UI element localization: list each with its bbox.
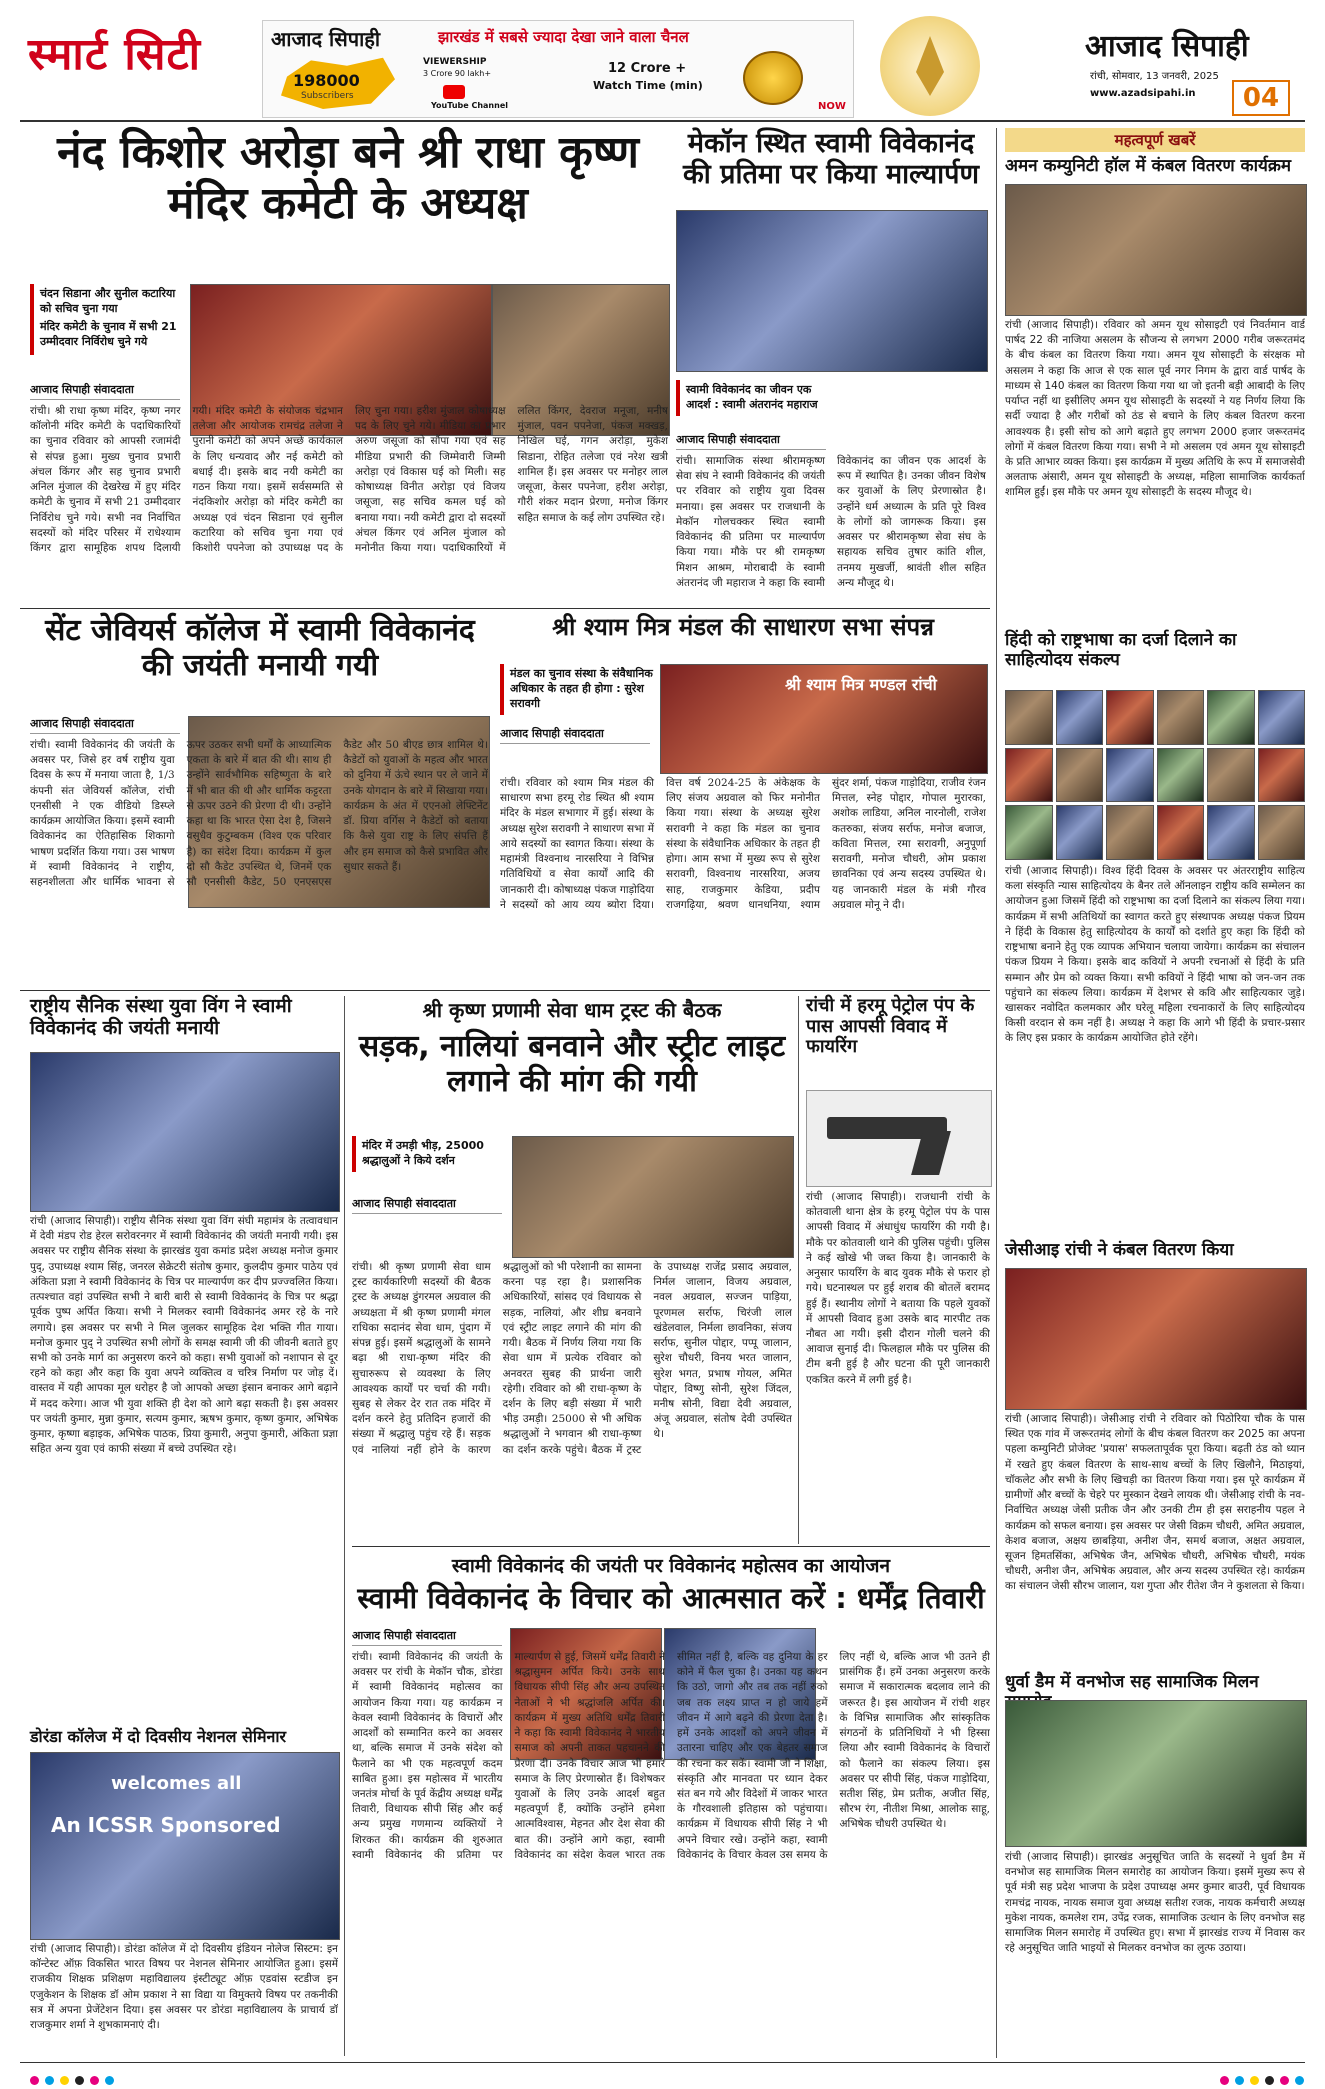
firing-body: रांची (आजाद सिपाही)। राजधानी रांची के कोतवाली थाना क्षेत्र के हरमू पेट्रोल पंप के पास आपसी विवाद में अंधाधुंध फायरिंग की गयी है। मौके पर कोतवाली थाने की पुलिस पहुंची। पुलिस ने कई खोखे भी जब्त किया है। जानकारी के अनुसार फायरिंग के बाद युवक मौके से फरार हो गये। घटनास्थल पर हुई शराब की बोतलें बरामद हुई हैं। स्थानीय लोगों ने बताया कि पहले युवकों में आपसी विवाद हुआ उसके बाद मारपीट तक नौबत आ गयी। इसी दौरान गोली चलने की आवाज सुनाई दी। फिलहाल मौके पर पुलिस की टीम बनी हुई है और घटना की पूरी जानकारी एकत्रित करने में लगी हुई है।	[806, 1191, 990, 1386]
ad-subscribers: 198000	[293, 71, 360, 90]
color-dot	[90, 2076, 99, 2085]
lead-deck	[30, 284, 194, 355]
pranami-deck: मंदिर में उमड़ी भीड़, 25000 श्रद्धालुओं ने किये दर्शन	[352, 1136, 518, 1172]
doranda-photo-text: An ICSSR Sponsored	[51, 1813, 281, 1837]
lead-deck-line-2: मंदिर कमेटी के चुनाव में सभी 21 उम्मीदवार निर्विरोध चुने गये	[40, 319, 177, 348]
website[interactable]: www.azadsipahi.in	[1090, 88, 1196, 99]
ad-subscribers-label: Subscribers	[301, 91, 354, 101]
row-rule-1	[20, 608, 990, 609]
sidebar-label: महत्वपूर्ण खबरें	[1005, 128, 1305, 152]
firing-headline: रांची में हरमू पेट्रोल पंप के पास आपसी विवाद में फायरिंग	[806, 995, 975, 1058]
lead-deck-line-1: चंदन सिडाना और सुनील कटारिया को सचिव चुना गया	[40, 287, 176, 315]
firing-divider	[798, 996, 799, 1544]
mahotsav-byline: आजाद सिपाही संवाददाता	[352, 1628, 502, 1646]
shyam-body: रांची। रविवार को श्याम मित्र मंडल की साधारण सभा हरमू रोड स्थित श्री श्याम मंदिर के मंडल सभागार में हुई। संस्था के अध्यक्ष सुरेश सरावगी ने साधारण सभा में आये सदस्यों का स्वागत किया। संस्था के महामंत्री विश्वनाथ नारसरिया ने विभिन्न गतिविधियों व सेवा कार्यों आदि की जानकारी दी। कोषाध्यक्ष पंकज गाड़ोदिया ने सदस्यों को आय व्यय ब्योरा दिया। वित्त वर्ष 2024-25 के अंकेक्षक के लिए संजय अग्रवाल को फिर मनोनीत किया गया। संस्था के अध्यक्ष सुरेश सरावगी ने कहा कि मंडल का चुनाव संस्था के संवैधानिक अधिकार के तहत ही होगा। आम सभा में मुख्य रूप से सुरेश सरावगी, विश्वनाथ नारसरिया, अजय साह, राजकुमार केडिया, प्रदीप राजगढ़िया, श्रवण धानधनिया, श्याम सुंदर शर्मा, पंकज गाड़ोदिया, राजीव रंजन मित्तल, स्नेह पोद्दार, गोपाल मुरारका, अशोक लाडिया, अनिल नारनोली, राजेश कतरुका, संजय सर्राफ, मनोज बजाज, कविता मित्तल, रमा सरावगी, अनुपूर्णा सरावगी, मनोज चौधरी, ओम प्रकाश छावनिका एवं अन्य सदस्य उपस्थित थे। यह जानकारी मंडल के मंत्री गौरव अग्रवाल मोनू ने दी।	[500, 777, 986, 911]
mecon-deck: स्वामी विवेकानंद का जीवन एक आदर्श : स्वामी अंतरानंद महाराज	[676, 380, 842, 416]
xaviers-headline: सेंट जेवियर्स कॉलेज में स्वामी विवेकानंद की जयंती मनायी गयी	[45, 613, 475, 683]
shyam-photo	[660, 664, 988, 774]
shyam-byline: आजाद सिपाही संवाददाता	[500, 726, 650, 744]
number-one-badge-icon	[743, 51, 803, 105]
sidebar-item-headline: हिंदी को राष्ट्रभाषा का दर्जा दिलाने का साहित्योदय संकल्प	[1005, 630, 1237, 671]
sidebar-item-body: रांची (आजाद सिपाही)। रविवार को अमन यूथ सोसाइटी एवं निवर्तमान वार्ड पार्षद 22 की नाजिया असलम के सौजन्य से लगभग 2000 गरीब जरूरतमंद के बीच कंबल का वितरण किया गया। अमन यूथ सोसाइटी के संरक्षक मो असलम ने कहा कि आज से एक साल पूर्व नगर निगम के द्वारा वार्ड पार्षद के माध्यम से 140 कंबल का वितरण किया गया था जो इतनी बड़ी आबादी के लिए पर्याप्त नहीं था इसीलिए अमन यूथ सोसाइटी के सदस्यों ने यह निर्णय लिया कि सर्दी ज्यादा है और गरीबों को ठंड से बचाने के लिए कंबल वितरण करना आवश्यक है। इसी सोच को आगे बढ़ाते हुए लगभग 2000 हजार जरूरतमंद लोगों में कंबल वितरण किया गया। सभी ने मो असलम एवं अमन यूथ सोसाइटी के प्रति आभार व्यक्त किया। इस कार्यक्रम में मुख्य अतिथि के रूप में समाजसेवी अलताफ अंसारी, अमन यूथ सोसाइटी के अध्यक्ष, महिला सामाजिक कार्यकर्ता शामिल हुईं। इस मौके पर अमन यूथ सोसाइटी के सदस्य मौजूद थे।	[1005, 319, 1305, 499]
ad-watch-label: Watch Time (min)	[593, 79, 703, 92]
sainik-photo	[30, 1052, 340, 1212]
paper-name: आजाद सिपाही	[1085, 29, 1249, 64]
ad-tagline: झारखंड में सबसे ज्यादा देखा जाने वाला चैनल	[438, 28, 689, 46]
ad-viewership-value: 3 Crore 90 lakh+	[423, 69, 492, 78]
color-dot	[45, 2076, 54, 2085]
footer-color-dots	[30, 2070, 120, 2089]
color-dot	[1280, 2076, 1289, 2085]
section-title: स्मार्ट सिटी	[28, 29, 202, 80]
masthead	[0, 0, 1325, 118]
mahotsav-headline: स्वामी विवेकानंद के विचार को आत्मसात करें : धर्मेंद्र तिवारी	[357, 1581, 985, 1615]
doranda-headline: डोरंडा कॉलेज में दो दिवसीय नेशनल सेमिनार	[30, 1727, 287, 1746]
sidebar-item-photo-grid	[1005, 690, 1305, 860]
pranami-kicker: श्री कृष्ण प्रणामी सेवा धाम ट्रस्ट की बैठक	[422, 998, 722, 1022]
xaviers-byline: आजाद सिपाही संवाददाता	[30, 716, 180, 734]
mahotsav-body: रांची। स्वामी विवेकानंद की जयंती के अवसर पर रांची के मेकॉन चौक, डोरंडा में स्वामी विवेकानंद महोत्सव का आयोजन किया गया। यह कार्यक्रम न केवल स्वामी विवेकानंद के विचारों और आदर्शों को सम्मानित करने का अवसर था, बल्कि समाज में उनके संदेश को फैलाने का भी एक महत्वपूर्ण कदम साबित हुआ। इस महोत्सव में भारतीय जनतंत्र मोर्चा के पूर्व केंद्रीय अध्यक्ष धर्मेंद्र तिवारी, विधायक सीपी सिंह और कई अन्य प्रमुख गणमान्य व्यक्तियों ने शिरकत की। कार्यक्रम की शुरुआत स्वामी विवेकानंद की प्रतिमा पर माल्यार्पण से हुई, जिसमें धर्मेंद्र तिवारी ने श्रद्धासुमन अर्पित किये। उनके साथ विधायक सीपी सिंह और अन्य उपस्थित नेताओं ने भी श्रद्धांजलि अर्पित की। कार्यक्रम में मुख्य अतिथि धर्मेंद्र तिवारी ने कहा कि स्वामी विवेकानंद ने भारतीय समाज को अपनी ताकत पहचानने की प्रेरणा दी। उनके विचार आज भी हमारे समाज के लिए प्रेरणास्रोत हैं। विशेषकर युवाओं के लिए उनके आदर्श बहुत महत्वपूर्ण हैं, क्योंकि उन्होंने हमेशा आत्मविश्वास, मेहनत और देश सेवा की बात की। उन्होंने आगे कहा, स्वामी विवेकानंद का संदेश केवल भारत तक सीमित नहीं है, बल्कि वह दुनिया के हर कोने में फैल चुका है। उनका यह कथन कि उठो, जागो और तब तक नहीं रुको जब तक लक्ष्य प्राप्त न हो जाये हमें जीवन में आगे बढ़ने की प्रेरणा देता है। हमें उनके आदर्शों को अपने जीवन में उतारना चाहिए और एक बेहतर समाज की रचना कर सकें। स्वामी जी ने शिक्षा, संस्कृति और मानवता पर ध्यान देकर संत बन गये और विदेशों में जाकर भारत के गौरवशाली इतिहास को पहुंचाया। कार्यक्रम में विधायक सीपी सिंह ने भी अपने विचार रखे। उन्होंने कहा, स्वामी विवेकानंद के विचार केवल उस समय के लिए नहीं थे, बल्कि आज भी उतने ही प्रासंगिक हैं। हमें उनका अनुसरण करके समाज में सकारात्मक बदलाव लाने की जरूरत है। इस आयोजन में रांची शहर के विभिन्न सामाजिक और सांस्कृतिक संगठनों के प्रतिनिधियों ने भी हिस्सा लिया और स्वामी विवेकानंद के विचारों को फैलाने का संकल्प लिया। इस अवसर पर सीपी सिंह, पंकज गाड़ोदिया, सतीश सिंह, प्रेम प्रतीक, अजीत सिंह, सौरभ रंग, नीतीश मिश्रा, आलोक साहू, अभिषेक चौधरी उपस्थित थे।	[352, 1651, 990, 1861]
doranda-photo	[30, 1752, 340, 1940]
lead-headline: नंद किशोर अरोड़ा बने श्री राधा कृष्ण मंदिर कमेटी के अध्यक्ष	[57, 127, 639, 229]
footer-rule	[20, 2062, 1305, 2063]
sidebar-item-headline: अमन कम्युनिटी हॉल में कंबल वितरण कार्यक्रम	[1005, 156, 1292, 176]
mahotsav-kicker: स्वामी विवेकानंद की जयंती पर विवेकानंद महोत्सव का आयोजन	[451, 1555, 891, 1577]
row-rule-3	[352, 1546, 990, 1547]
mecon-photo	[676, 210, 988, 372]
color-dot	[1265, 2076, 1274, 2085]
row-rule-2	[20, 990, 990, 991]
sidebar-item-photo	[1005, 1700, 1307, 1847]
pranami-headline: सड़क, नालियां बनवाने और स्ट्रीट लाइट लगाने की मांग की गयी	[358, 1029, 786, 1099]
shyam-headline: श्री श्याम मित्र मंडल की साधारण सभा संपन्न	[552, 613, 934, 641]
mecon-headline: मेकॉन स्थित स्वामी विवेकानंद की प्रतिमा पर किया माल्यार्पण	[683, 128, 979, 191]
ad-viewership: VIEWERSHIP	[423, 57, 487, 67]
pranami-byline: आजाद सिपाही संवाददाता	[352, 1196, 502, 1214]
pranami-body: रांची। श्री कृष्ण प्रणामी सेवा धाम ट्रस्ट कार्यकारिणी सदस्यों की बैठक ट्रस्ट के अध्यक्ष डुंगरमल अग्रवाल की अध्यक्षता में श्री कृष्ण प्रणामी मंगल राधिका सदानंद सेवा धाम, पुंदाग में संपन्न हुई। इसमें श्रद्धालुओं के सामने बढ़ा श्री राधा-कृष्ण मंदिर की सुचारुरूप से व्यवस्था के लिए आवश्यक कार्यों पर चर्चा की गयी। सुबह से लेकर देर रात तक मंदिर में दर्शन करने हेतु प्रतिदिन हजारों की संख्या में श्रद्धालु पहुंच रहे हैं। सड़क एवं नालियां नहीं होने के कारण श्रद्धालुओं को भी परेशानी का सामना करना पड़ रहा है। प्रशासनिक अधिकारियों, सांसद एवं विधायक से सड़क, नालियां, और शीघ्र बनवाने एवं स्ट्रीट लाइट लगाने की मांग की गयी। बैठक में निर्णय लिया गया कि सेवा धाम में प्रत्येक रविवार को अनवरत सुबह की प्रार्थना जारी रहेगी। रविवार को श्री राधा-कृष्ण के दर्शन के लिए बड़ी संख्या में भारी भीड़ उमड़ी। 25000 से भी अधिक श्रद्धालुओं ने भगवान श्री राधा-कृष्ण का दर्शन करके पहुंचे। बैठक में ट्रस्ट के उपाध्यक्ष राजेंद्र प्रसाद अग्रवाल, निर्मल जालान, विजय अग्रवाल, नवल अग्रवाल, सज्जन पाड़िया, पूरणमल सर्राफ, चिरंजी लाल खंडेलवाल, निर्मला छावनिका, संजय सर्राफ, सुनील पोद्दार, पप्पू जालान, सुरेश चौधरी, विनय भरत जालान, सुरेश भगत, प्रभाष गोयल, अमित पोद्दार, विष्णु सोनी, सुरेश जिंदल, मनीष सोनी, विद्या देवी अग्रवाल, अंजू अग्रवाल, संतोष देवी उपस्थित थे।	[352, 1261, 792, 1456]
color-dot	[1250, 2076, 1259, 2085]
pranami-photo	[512, 1136, 794, 1258]
sidebar-item-body: रांची (आजाद सिपाही)। विश्व हिंदी दिवस के अवसर पर अंतरराष्ट्रीय साहित्य कला संस्कृति न्यास साहित्योदय के बैनर तले ऑनलाइन राष्ट्रीय कवि सम्मेलन का आयोजन हुआ जिसमें हिंदी को राष्ट्रभाषा का दर्जा दिलाने का संकल्प लिया गया। कार्यक्रम में सभी अतिथियों का स्वागत करते हुए संस्थापक अध्यक्ष पंकज प्रियम ने हिंदी के विकास हेतु साहित्योदय के कार्यों को दर्शाते हुए कहा कि हिंदी को राष्ट्रभाषा बनाने हेतु एक व्यापक अभियान चलाया जायेगा। कार्यक्रम का संचालन पंकज प्रियम ने किया। इसके बाद कवियों ने अपनी रचनाओं से हिंदी के प्रति सम्मान और प्रेम को व्यक्त किया। सभी कवियों ने हिंदी भाषा को जन-जन तक पहुंचाने का संकल्प लिया। कार्यक्रम में देशभर से कवि और साहित्यकार जुड़े। खासकर नवोदित कलमकार और घरेलू महिला रचनाकारों के लिए साहित्योदय किसी वरदान से कम नहीं है। अध्यक्ष ने कहा कि आगे भी हिंदी के प्रचार-प्रसार के लिए इस प्रकार के कार्यक्रम आयोजित होते रहेंगे।	[1005, 865, 1305, 1045]
sidebar-item-photo	[1005, 1268, 1307, 1410]
channel-ad-banner[interactable]	[262, 20, 854, 118]
sainik-headline: राष्ट्रीय सैनिक संस्था युवा विंग ने स्वामी विवेकानंद की जयंती मनायी	[30, 995, 292, 1039]
sidebar-divider	[996, 128, 997, 2058]
sidebar-item-body: रांची (आजाद सिपाही)। जेसीआइ रांची ने रविवार को पिठोरिया चौक के पास स्थित एक गांव में जरूरतमंद लोगों के बीच कंबल वितरण कर 2025 का अपना पहला कम्युनिटी प्रोजेक्ट 'प्रयास' सफलतापूर्वक पूरा किया। बढ़ती ठंड को ध्यान में रखते हुए कंबल वितरण के साथ-साथ बच्चों के लिए खिलौने, मिठाइयां, चॉकलेट और सभी के लिए खिचड़ी का वितरण किया गया। इस पूरे कार्यक्रम में ग्रामीणों और बच्चों के चेहरे पर मुस्कान देखने लायक थी। जेसीआइ रांची के नव-निर्वाचित अध्यक्ष जेसी प्रतीक जैन और उनकी टीम ही इस सराहनीय पहल ने कार्यक्रम को सफल बनाया। इस अवसर पर जेसी विक्रम चौधरी, अमित अग्रवाल, केशव बजाज, अक्षय छाबड़िया, अनीश जैन, समर्थ बजाज, अक्षत अग्रवाल, सूजन हिमतसिंका, अभिषेक जैन, अभिषेक चौधरी, अभिषेक चौधरी, मयंक चौधरी, अनीश जैन, अभिषेक अग्रवाल, और अन्य सदस्य उपस्थित रहे। कार्यक्रम का संचालन जेसी सौरभ जालान, यश गुप्ता और रीतेश जैन ने कुशलता से किया।	[1005, 1413, 1305, 1593]
shyam-photo-banner: श्री श्याम मित्र मण्डल रांची	[785, 675, 937, 694]
sidebar-item-headline: धुर्वा डैम में वनभोज सह सामाजिक मिलन	[1005, 1672, 1259, 1692]
ad-watch: 12 Crore +	[608, 61, 687, 76]
youtube-icon	[443, 85, 465, 99]
pistol-icon	[806, 1090, 992, 1187]
color-dot	[1235, 2076, 1244, 2085]
sidebar-item-photo	[1005, 184, 1307, 316]
color-dot	[1220, 2076, 1229, 2085]
ad-youtube: YouTube Channel	[431, 101, 508, 110]
lead-body: रांची। श्री राधा कृष्ण मंदिर, कृष्ण नगर कॉलोनी मंदिर कमेटी के पदाधिकारियों का चुनाव रविवार को आपसी रजामंदी से संपन्न हुआ। मुख्य चुनाव प्रभारी अंचल किंगर और सह चुनाव प्रभारी अनिल मुंजाल की देखरेख में हुए मंदिर कमेटी के चुनाव में सभी 21 उम्मीदवार निर्विरोध चुने गये। सभी नव निर्वाचित सदस्यों को मंदिर परिसर में राधेश्याम किंगर द्वारा सामूहिक शपथ दिलायी गयी। मंदिर कमेटी के संयोजक चंद्रभान तलेजा और आयोजक रामचंद्र तलेजा ने पुरानी कमेटी को अपने अच्छे कार्यकाल के लिए धन्यवाद और नई कमेटी को बधाई दी। इसके बाद नयी कमेटी का गठन किया गया। इसमें सर्वसम्मति से नंदकिशोर अरोड़ा को मंदिर कमेटी का अध्यक्ष एवं चंदन सिडाना एवं सुनील कटारिया को सचिव चुना गया एवं किशोरी पपनेजा को उपाध्यक्ष पद के लिए चुना गया। हरीश मुंजाल कोषाध्यक्ष पद के लिए चुने गये। मीडिया का प्रभार अरुण जसूजा को सौंपा गया एवं सह मीडिया प्रभारी की जिम्मेवारी जिम्मी अरोड़ा एवं विकास घई को मिली। सह कोषाध्यक्ष विनीत अरोड़ा एवं विजय जसूजा, सह सचिव कमल घई को बनाया गया। नयी कमेटी द्वारा दो सदस्यों अंचल किंगर एवं अनिल मुंजाल को मनोनीत किया गया। पदाधिकारियों में ललित किंगर, देवराज मनूजा, मनीष मुंजाल, पवन पपनेजा, पंकज मक्खड़, निखिल घई, गगन अरोड़ा, मुकेश सिडाना, रोहित तलेजा एवं नरेश खत्री शामिल हैं। इस अवसर पर मनोहर लाल जसूजा, केसर पपनेजा, हरीश अरोड़ा, गौरी शंकर मदान प्रेरणा, मनोज किंगर सहित समाज के कई लोग उपस्थित रहे।	[30, 405, 668, 554]
footer-color-dots-right	[1220, 2070, 1310, 2089]
masthead-rule	[20, 120, 1305, 122]
sidebar-item-headline: जेसीआइ रांची ने कंबल वितरण किया	[1005, 1240, 1234, 1260]
ad-now: NOW	[818, 101, 846, 112]
mecon-byline: आजाद सिपाही संवाददाता	[676, 432, 826, 450]
dateline: रांची, सोमवार, 13 जनवरी, 2025	[1090, 71, 1219, 82]
pen-nib-logo-icon	[880, 16, 980, 116]
left-column-divider	[344, 996, 345, 2056]
shyam-deck: मंडल का चुनाव संस्था के संवैधानिक अधिकार के तहत ही होगा : सुरेश सरावगी	[500, 664, 666, 715]
color-dot	[105, 2076, 114, 2085]
sidebar-item-body: रांची (आजाद सिपाही)। झारखंड अनुसूचित जाति के सदस्यों ने धुर्वा डैम में वनभोज सह सामाजिक मिलन समारोह का आयोजन किया। इसमें मुख्य रूप से पूर्व मंत्री सह प्रदेश भाजपा के प्रदेश उपाध्यक्ष अमर कुमार बाउरी, पूर्व विधायक रामचंद्र नायक, नायक समाज युवा अध्यक्ष सतीश रजक, नायक कर्मचारी अध्यक्ष मुकेश नायक, कमलेश राम, उपेंद्र रजक, सामाजिक उत्थान के लिए वनभोज सह सामाजिक मिलन समारोह में उपस्थित हुए। सभा में झारखंड राज्य में निवास कर रहे अनुसूचित जाति भाइयों से मिलकर वनभोज का लुत्फ उठाया।	[1005, 1851, 1305, 1955]
lead-byline: आजाद सिपाही संवाददाता	[30, 382, 180, 400]
ad-brand: आजाद सिपाही	[271, 27, 381, 51]
color-dot	[75, 2076, 84, 2085]
xaviers-body: रांची। स्वामी विवेकानंद की जयंती के अवसर पर, जिसे हर वर्ष राष्ट्रीय युवा दिवस के रूप में मनाया जाता है, 1/3 कंपनी संत जेवियर्स कॉलेज, रांची एनसीसी ने एक वीडियो डिस्प्ले कार्यक्रम आयोजित किया। इसमें स्वामी विवेकानंद का ऐतिहासिक शिकागो भाषण प्रदर्शित किया गया। उस भाषण में स्वामी विवेकानंद ने राष्ट्रीय, सहनशीलता और धार्मिक भावना से ऊपर उठकर सभी धर्मों के आध्यात्मिक एकता के बारे में बात की थी। साथ ही उन्होंने सार्वभौमिक सहिष्णुता के बारे में भी बात की थी और धार्मिक कट्टरता से ऊपर उठने की प्रेरणा दी थी। उन्होंने कहा था कि भारत ऐसा देश है, जिसने वसुधैव कुटुम्बकम (विश्व एक परिवार है) का संदेश दिया। कार्यक्रम में कुल दो सौ कैडेट उपस्थित थे, जिनमें एक सौ एनसीसी कैडेट, 50 एनएसएस कैडेट और 50 बीएड छात्र शामिल थे। कैडेटों को युवाओं के महत्व और भारत को दुनिया में ऊंचे स्थान पर ले जाने में उनके योगदान के बारे में सिखाया गया। कार्यक्रम के अंत में एएनओ लेफ्टिनेंट डॉ. प्रिया वर्गिस ने कैडेटों को बताया कि कैसे युवा राष्ट्र के लिए संपत्ति हैं और हम समाज को कैसे प्रभावित और सुधार सकते हैं।	[30, 739, 488, 888]
mecon-body: रांची। सामाजिक संस्था श्रीरामकृष्ण सेवा संघ ने स्वामी विवेकानंद की जयंती पर रविवार को राष्ट्रीय युवा दिवस मनाया। इस अवसर पर राजधानी के मेकॉन गोलचक्कर स्थित स्वामी विवेकानंद की प्रतिमा पर माल्यार्पण किया गया। मौके पर श्री रामकृष्ण मिशन आश्रम, मोराबादी के स्वामी अंतरानंद जी महाराज ने कहा कि स्वामी विवेकानंद का जीवन एक आदर्श के रूप में स्थापित है। उनका जीवन विशेष कर युवाओं के लिए प्रेरणास्रोत है। उन्होंने धर्म अध्यात्म के प्रति पूरे विश्व के लोगों को जागरूक किया। इस अवसर पर श्रीरामकृष्ण सेवा संघ के सहायक सचिव तुषार कांति शील, तनमय मुखर्जी, श्रावंती शील सहित अन्य मौजूद थे।	[676, 455, 986, 589]
doranda-photo-banner: welcomes all	[111, 1773, 242, 1794]
sainik-body: रांची (आजाद सिपाही)। राष्ट्रीय सैनिक संस्था युवा विंग संघी महामंत्र के तत्वावधान में देवी मंडप रोड हेरल सरोवरनगर में स्वामी विवेकानंद की जयंती मनायी गयी। इस अवसर पर राष्ट्रीय सैनिक संस्था के झारखंड युवा कमांड प्रदेश अध्यक्ष मनोज कुमार पुद्, उपाध्यक्ष श्याम सिंह, जनरल सेक्रेटरी संतोष कुमार, कुलदीप कुमार पाठेय एवं अंकिता प्रज्ञा ने स्वामी विवेकानंद के चित्र पर माल्यार्पण कर दीप प्रज्ज्वलित किया। तत्पश्चात वहां उपस्थित सभी ने बारी बारी से स्वामी विवेकानंद के चित्र पर श्रद्धा पूर्वक पुष्प अर्पित किया। सभी ने मिलकर स्वामी विवेकानंद अमर रहे के नारे लगाये। इस अवसर पर सभी ने मिल जुलकर सामूहिक देश भक्ति गीत गाया। मनोज कुमार पुद् ने उपस्थित सभी लोगों के समक्ष स्वामी जी की जीवनी बताते हुए सभी को उनके मार्ग का अनुसरण करने को कहा। सभी युवाओं को नशापान से दूर रहने को कहा और कहा कि युवा अपने व्यक्तित्व व चरित्र निर्माण पर जोड़ दें। वास्तव में यही आपका मूल धरोहर है जो आपको अच्छा इंसान बनाकर आगे बढ़ाने में मदद करेगा। आज भी युवा शक्ति ही देश को आगे बढ़ा सकती है। इस अवसर पर जयंती कुमार, मुन्ना कुमार, सत्यम कुमार, ऋषभ कुमार, कृष्ण कुमार, अभिषेक कुमार, कृष्णा बड़ाइक, अभिषेक पाठक, प्रिया कुमारी, अनुपा कुमारी, अंकिता प्रज्ञा सहित अन्य युवा एवं काफी संख्या में बच्चे उपस्थित रहे।	[30, 1215, 338, 1456]
color-dot	[1295, 2076, 1304, 2085]
color-dot	[60, 2076, 69, 2085]
doranda-body: रांची (आजाद सिपाही)। डोरंडा कॉलेज में दो दिवसीय इंडियन नोलेज सिस्टम: इन कॉन्टेस्ट ऑफ़ विकसित भारत विषय पर नेशनल सेमिनार आयोजित हुआ। इसमें राजकीय शिक्षक प्रशिक्षण महाविद्यालय इंस्टीट्यूट ऑफ़ एडवांस स्टडीज इन एजुकेशन के शिक्षक डॉ ओम प्रकाश ने सा विद्या या विमुक्तये विषय पर तकनीकी सत्र में अपना प्रेजेंटेशन दिया। इस अवसर पर डोरंडा महाविद्यालय के प्राचार्य डॉ राजकुमार शर्मा ने शुभकामनाएं दी।	[30, 1943, 338, 2032]
page-number: 04	[1232, 80, 1290, 116]
color-dot	[30, 2076, 39, 2085]
